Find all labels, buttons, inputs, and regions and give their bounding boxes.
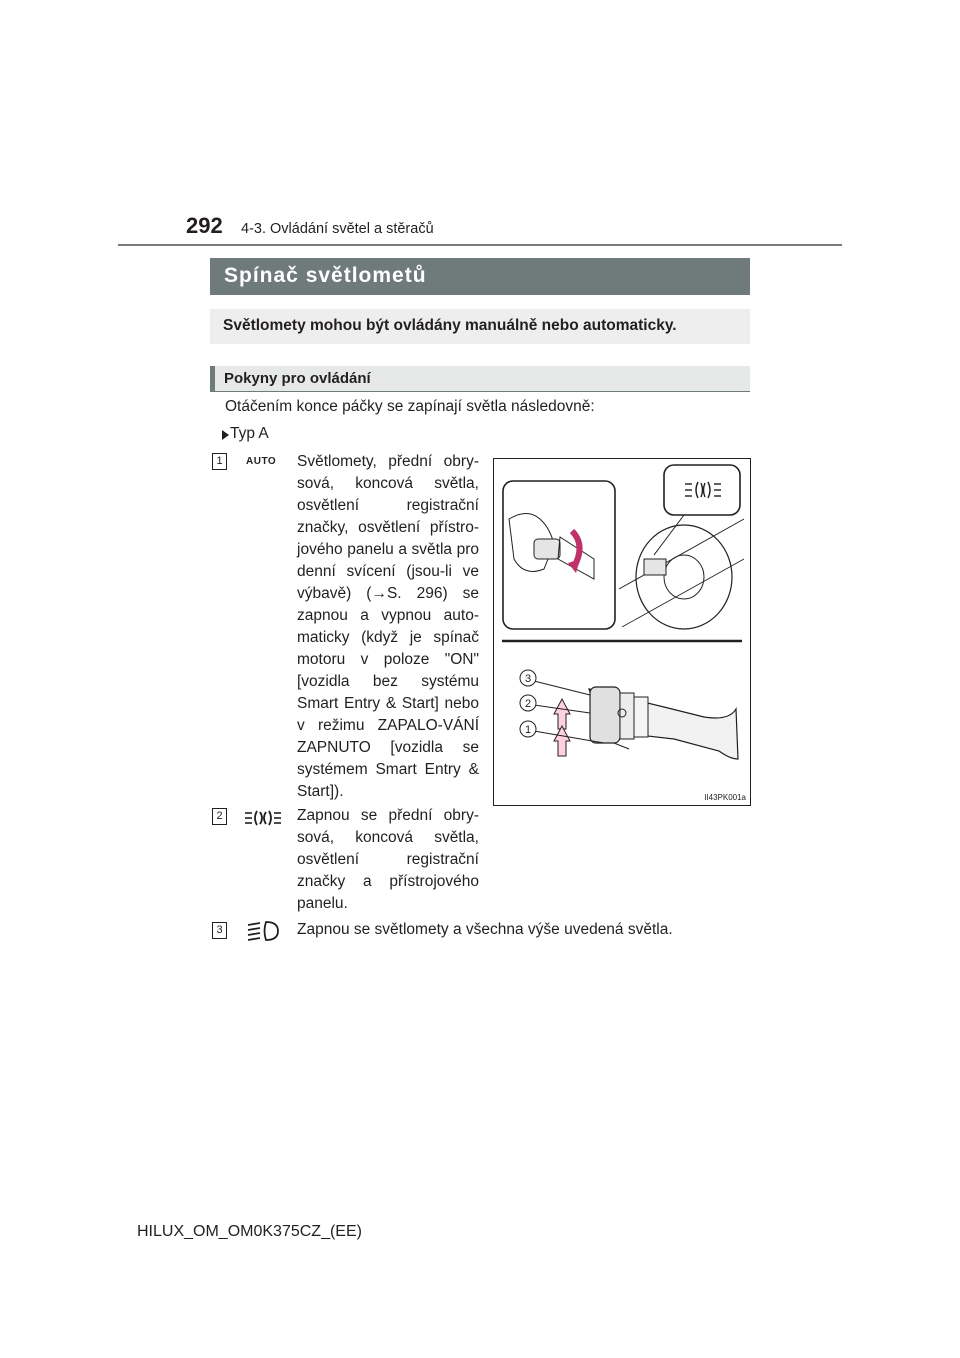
item-number-3: 3 [212, 922, 227, 939]
item-1-text: Světlomety, přední obry-sová, koncová světla, osvětlení registrační značky, osvětlení přístro-jového panelu a světla pro denní svícení (jsou-li ve výbavě) (→S. 296) se zapnou a vypnou auto-maticky (když je spínač motoru v poloze "ON" [vozidla bez systému Smart Entry & Start] nebo v režimu ZAPALO-VÁNÍ ZAPNUTO [vozidla se systémem Smart Entry & Start]). [297, 453, 479, 800]
item-2-text: Zapnou se přední obry-sová, koncová světla, osvětlení registrační značky a přístrojového panelu. [297, 807, 479, 912]
triangle-bullet-icon [222, 430, 229, 440]
item-number-2: 2 [212, 808, 227, 825]
item-number-1: 1 [212, 453, 227, 470]
subheading-text: Pokyny pro ovládání [224, 370, 371, 387]
lead-text: Otáčením konce páčky se zapínají světla následovně: [225, 398, 595, 415]
figure-callout-1: 1 [524, 724, 532, 736]
page-number: 292 [186, 213, 223, 238]
subheading [210, 366, 750, 392]
auto-icon: AUTO [246, 456, 277, 467]
section-title: 4-3. Ovládání světel a stěračů [241, 221, 434, 237]
figure-code: II43PK001a [704, 793, 746, 802]
title-bar [210, 258, 750, 295]
headlight-icon [246, 920, 280, 942]
subheading-marker [210, 366, 215, 391]
page-title: Spínač světlometů [224, 264, 427, 287]
light-switch-illustration [494, 459, 750, 805]
document-footer: HILUX_OM_OM0K375CZ_(EE) [137, 1223, 362, 1240]
figure-callout-3: 3 [524, 673, 532, 685]
figure-light-switch [493, 458, 751, 806]
intro-box [210, 309, 750, 344]
header-rule [118, 244, 842, 246]
intro-text: Světlomety mohou být ovládány manuálně nebo automaticky. [223, 317, 677, 334]
item-3-text: Zapnou se světlomety a všechna výše uvedená světla. [297, 921, 673, 938]
side-lights-icon [243, 808, 283, 828]
type-label: Typ A [230, 425, 269, 442]
figure-callout-2: 2 [524, 698, 532, 710]
